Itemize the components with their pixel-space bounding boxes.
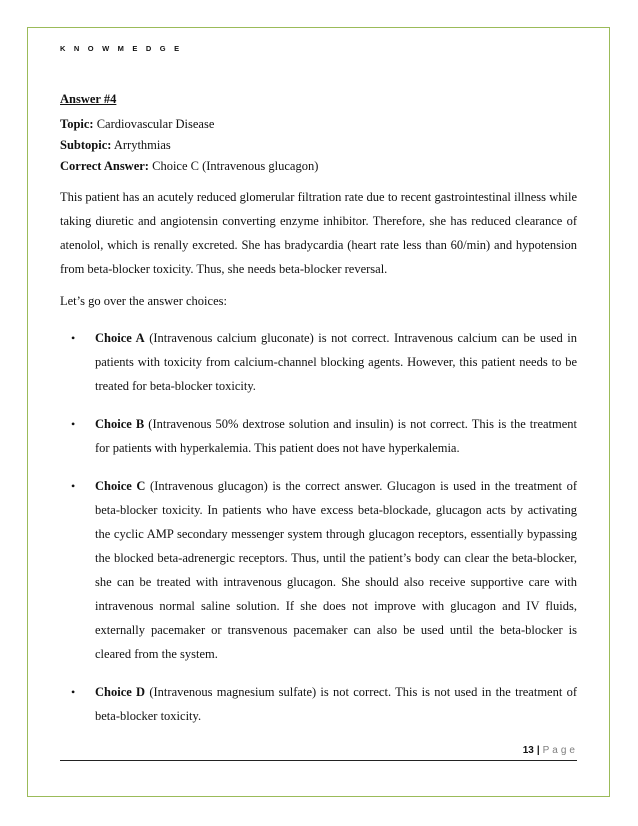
- page-number: 13: [522, 745, 534, 756]
- bullet-icon: •: [71, 479, 76, 493]
- explanation-paragraph: This patient has an acutely reduced glomerular filtration rate due to recent gastrointestinal illness while taking diuretic and angiotensin converting enzyme inhibitor. Therefore, she has reduced clearance of atenolol, which is renally excreted. She has bradycardia (heart rate less than 60/min) and hypotension from beta-blocker toxicity. Thus, she needs beta-blocker reversal.: [60, 190, 577, 276]
- choice-item-a: [60, 326, 577, 398]
- topic-label: Topic:: [60, 117, 94, 131]
- choices-intro: Let’s go over the answer choices:: [60, 294, 227, 308]
- choice-text: (Intravenous glucagon) is the correct answer. Glucagon is used in the treatment of beta-blocker toxicity. In patients who have excess beta-blockade, glucagon acts by activating the cyclic AMP secondary messenger system through glucagon receptors, essentially bypassing the blocked beta-adrenergic receptors. Thus, until the patient’s body can clear the beta-blocker, she can be treated with intravenous glucagon. She should also receive supportive care with intravenous normal saline solution. If she does not improve with glucagon and IV fluids, externally pacemaker or transvenous pacemaker can also be used until the beta-blocker is cleared from the system.: [95, 479, 577, 661]
- page-word: Page: [542, 745, 578, 756]
- topic-line: [60, 114, 577, 135]
- bullet-icon: •: [71, 331, 76, 345]
- choices-list: [60, 326, 577, 728]
- footer-rule: [60, 760, 577, 761]
- document-body: [60, 89, 577, 742]
- subtopic-label: Subtopic:: [60, 138, 112, 152]
- answer-heading: Answer #4: [60, 92, 117, 106]
- choice-label: Choice A: [95, 331, 145, 345]
- choice-item-d: [60, 680, 577, 728]
- choice-text: (Intravenous 50% dextrose solution and insulin) is not correct. This is the treatment for patients with hyperkalemia. This patient does not have hyperkalemia.: [95, 417, 578, 455]
- choice-item-b: [60, 412, 577, 460]
- subtopic-line: [60, 135, 577, 156]
- choice-label: Choice C: [95, 479, 146, 493]
- choice-label: Choice B: [95, 417, 145, 431]
- correct-answer-line: [60, 156, 577, 177]
- footer-separator: |: [536, 745, 540, 756]
- bullet-icon: •: [71, 417, 76, 431]
- topic-value: Cardiovascular Disease: [93, 117, 215, 131]
- subtopic-value: Arrythmias: [111, 138, 171, 152]
- choice-text: (Intravenous calcium gluconate) is not correct. Intravenous calcium can be used in patients with toxicity from calcium-channel blocking agents. However, this patient needs to be treated for beta-blocker toxicity.: [95, 331, 577, 393]
- bullet-icon: •: [71, 685, 76, 699]
- correct-answer-label: Correct Answer:: [60, 159, 149, 173]
- choice-item-c: [60, 474, 577, 666]
- header-brand: K N O W M E D G E: [60, 44, 183, 53]
- correct-answer-value: Choice C (Intravenous glucagon): [148, 159, 319, 173]
- choice-label: Choice D: [95, 685, 146, 699]
- page-footer: [523, 745, 578, 756]
- choice-text: (Intravenous magnesium sulfate) is not correct. This is not used in the treatment of beta-blocker toxicity.: [95, 685, 577, 723]
